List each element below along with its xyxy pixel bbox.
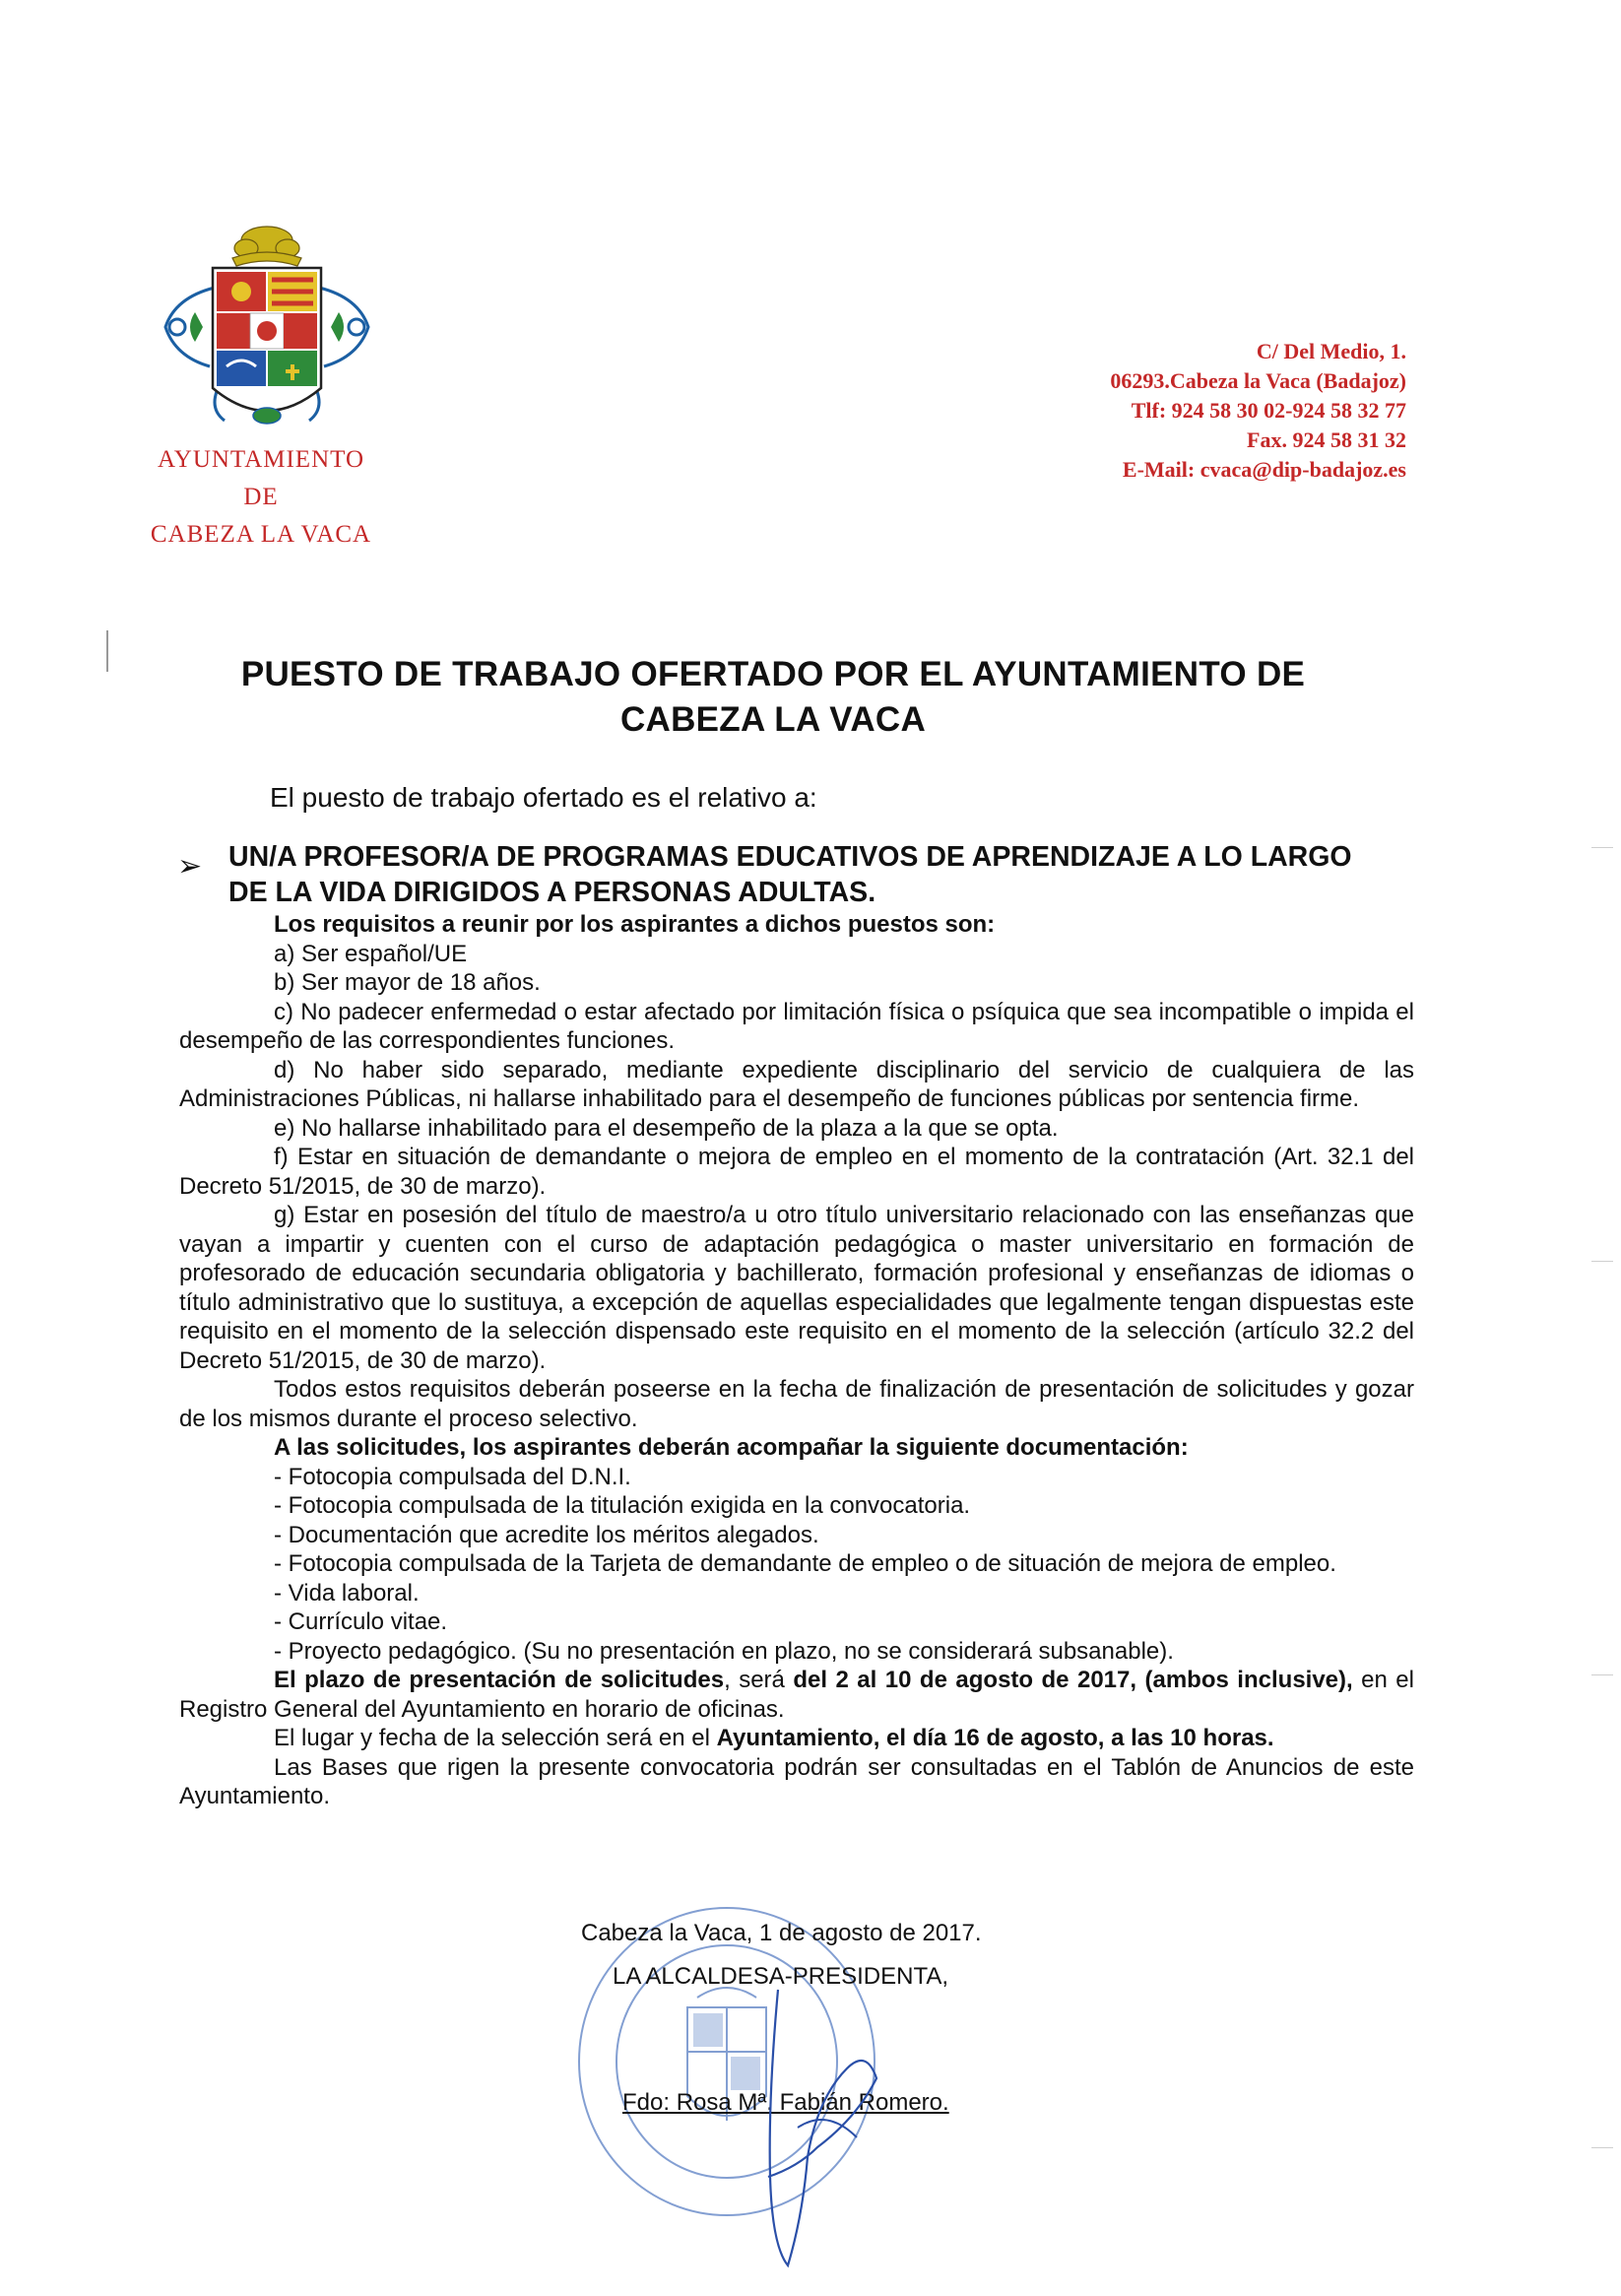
requirement-d: d) No haber sido separado, mediante expediente disciplinario del servicio de cualquiera de las Administraciones Públicas, ni hallarse inhabilitado para el desempeño de funciones públicas por sentencia firme.: [179, 1056, 1414, 1112]
requirements-heading: Los requisitos a reunir por los aspirantes a dichos puestos son:: [274, 911, 996, 938]
deadline-sep: , será: [724, 1667, 794, 1693]
document-title-line-2: CABEZA LA VACA: [619, 700, 927, 739]
handwritten-signature: [709, 1980, 906, 2275]
selection-place: Ayuntamiento, el día 16 de agosto, a las 10 horas.: [716, 1725, 1274, 1751]
signature-date: Cabeza la Vaca, 1 de agosto de 2017.: [581, 1920, 982, 1946]
documentation-item: - Fotocopia compulsada del D.N.I.: [274, 1463, 631, 1490]
edge-tick: [1591, 2147, 1613, 2148]
documentation-item: - Proyecto pedagógico. (Su no presentación en plazo, no se considerará subsanable).: [274, 1637, 1174, 1665]
contact-address: C/ Del Medio, 1.: [1256, 339, 1406, 363]
documentation-item: - Fotocopia compulsada de la Tarjeta de demandante de empleo o de situación de mejora de empleo.: [274, 1550, 1336, 1577]
requirement-b: b) Ser mayor de 18 años.: [274, 969, 541, 996]
deadline-paragraph: [179, 1666, 1414, 1724]
documentation-heading: A las solicitudes, los aspirantes deberán acompañar la siguiente documentación:: [274, 1434, 1189, 1461]
requirement-f: f) Estar en situación de demandante o mejora de empleo en el momento de la contratación (Art. 32.1 del Decreto 51/2015, de 30 de marzo).: [179, 1144, 1414, 1200]
job-position-line-2: DE LA VIDA DIRIGIDOS A PERSONAS ADULTAS.: [228, 877, 876, 908]
contact-email: E-Mail: cvaca@dip-badajoz.es: [1122, 457, 1406, 482]
selection-lead: El lugar y fecha de la selección será en el: [274, 1725, 717, 1751]
arrow-bullet-icon: ➢: [177, 850, 203, 883]
contact-city: 06293.Cabeza la Vaca (Badajoz): [1110, 368, 1406, 393]
document-title: [148, 652, 1398, 743]
document-title-line-1: PUESTO DE TRABAJO OFERTADO POR EL AYUNTAMIENTO DE: [240, 655, 1306, 693]
signature-role: LA ALCALDESA-PRESIDENTA,: [613, 1963, 949, 1990]
signatory-name: Fdo: Rosa Mª. Fabián Romero.: [622, 2089, 949, 2116]
documentation-item: - Vida laboral.: [274, 1579, 420, 1607]
documentation-item: - Documentación que acredite los méritos alegados.: [274, 1521, 819, 1548]
org-name-line-2: DE: [243, 484, 279, 510]
margin-mark: [106, 630, 108, 672]
coat-of-arms-logo: [156, 219, 378, 433]
contact-block: [1110, 337, 1406, 485]
org-name-line-1: AYUNTAMIENTO: [158, 446, 364, 473]
selection-paragraph: [179, 1724, 1414, 1753]
contact-phone: Tlf: 924 58 30 02-924 58 32 77: [1131, 398, 1406, 423]
contact-fax: Fax. 924 58 31 32: [1247, 427, 1406, 452]
requirements-closing: Todos estos requisitos deberán poseerse en la fecha de finalización de presentación de solicitudes y gozar de los mismos durante el proceso selectivo.: [179, 1376, 1414, 1432]
requirement-g: g) Estar en posesión del título de maestro/a u otro título universitario relacionado con las enseñanzas que vayan a impartir y cuenten con el curso de adaptación pedagógica o master universitario en formación de profesorado de educación secundaria obligatoria y bachillerato, formación profesional y enseñanzas de idiomas o título administrativo que lo sustituya, a excepción de aquellas especialidades que legalmente tengan dispuestas este requisito en el momento de la selección dispensado este requisito en el momento de la selección (artículo 32.2 del Decreto 51/2015, de 30 de marzo).: [179, 1202, 1414, 1374]
organization-name: [118, 441, 404, 554]
requirement-c: c) No padecer enfermedad o estar afectado por limitación física o psíquica que sea incompatible o impida el desempeño de las correspondientes funciones.: [179, 998, 1414, 1054]
job-position-line-1: UN/A PROFESOR/A DE PROGRAMAS EDUCATIVOS DE APRENDIZAJE A LO LARGO: [228, 841, 1352, 873]
edge-tick: [1591, 1261, 1613, 1262]
bases-paragraph: Las Bases que rigen la presente convocatoria podrán ser consultadas en el Tablón de Anuncios de este Ayuntamiento.: [179, 1753, 1414, 1809]
edge-tick: [1591, 1674, 1613, 1675]
document-body: [179, 910, 1414, 1811]
org-name-line-3: CABEZA LA VACA: [150, 521, 372, 548]
deadline-label: El plazo de presentación de solicitudes: [274, 1667, 725, 1693]
job-position: [228, 839, 1412, 910]
documentation-item: - Currículo vitae.: [274, 1608, 448, 1635]
intro-text: El puesto de trabajo ofertado es el relativo a:: [270, 782, 817, 813]
documentation-item: - Fotocopia compulsada de la titulación exigida en la convocatoria.: [274, 1492, 971, 1519]
edge-tick: [1591, 847, 1613, 848]
deadline-rest: en el Registro General del Ayuntamiento en horario de oficinas.: [179, 1667, 1414, 1723]
requirement-a: a) Ser español/UE: [274, 940, 468, 967]
requirement-e: e) No hallarse inhabilitado para el desempeño de la plaza a la que se opta.: [274, 1114, 1059, 1142]
deadline-dates: del 2 al 10 de agosto de 2017, (ambos inclusive),: [793, 1667, 1353, 1693]
